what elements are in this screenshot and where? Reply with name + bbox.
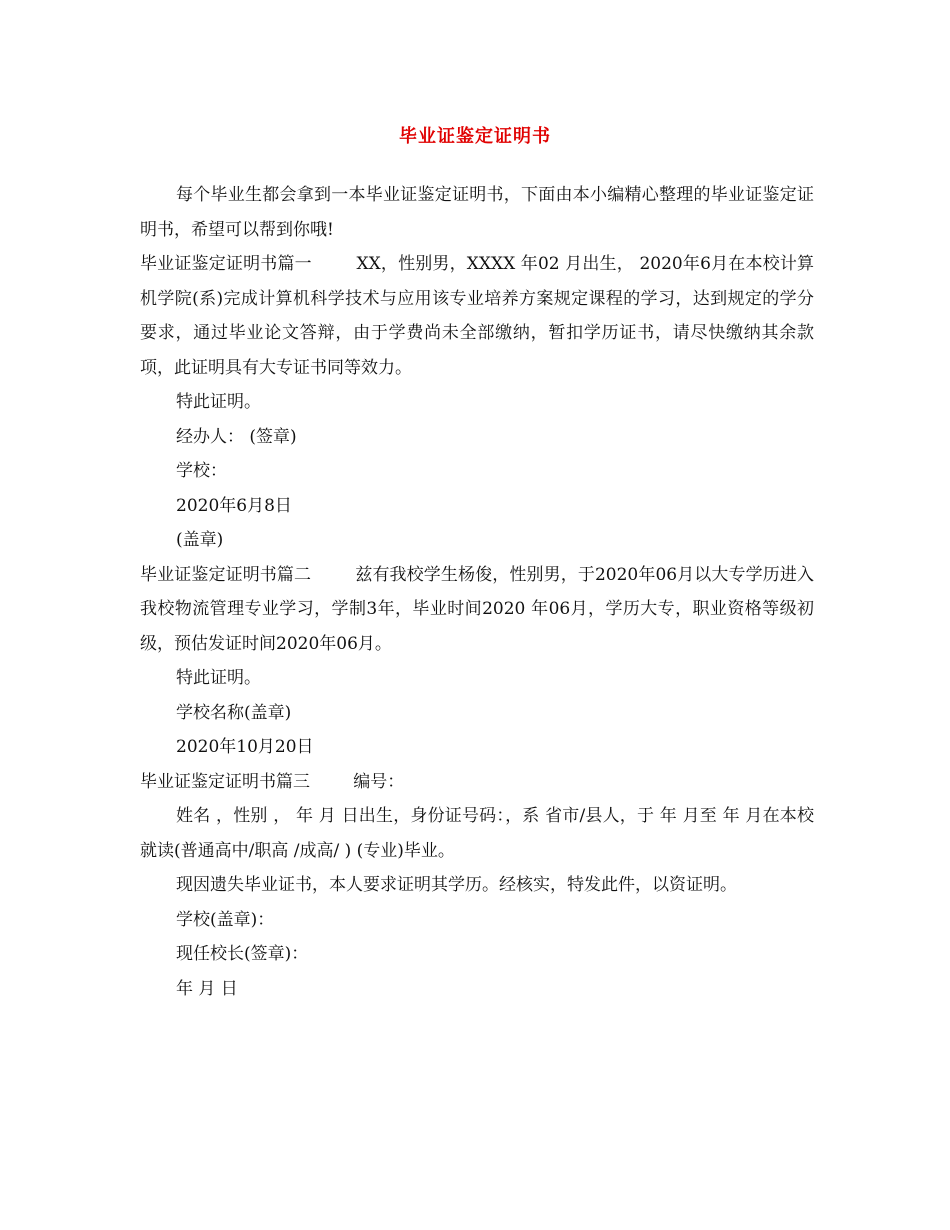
section-three-header	[140, 765, 814, 800]
section-one-seal: (盖章)	[176, 530, 224, 550]
section-three-date: 年 月 日	[176, 978, 238, 999]
section-three-heading: 毕业证鉴定证明书篇三	[140, 771, 310, 792]
section-two-school-seal: 学校名称(盖章)	[176, 702, 292, 723]
section-one-heading: 毕业证鉴定证明书篇一	[140, 254, 312, 274]
intro-paragraph: 每个毕业生都会拿到一本毕业证鉴定证明书，下面由本小编精心整理的毕业证鉴定证明书，希望可以帮到你哦!	[140, 185, 814, 240]
section-three-body: 姓名 ，性别 ， 年 月 日出生，身份证号码：，系 省市/县人，于 年 月至 年 月在本校就读(普通高中/职高 /成高/ ) (专业)毕业。	[140, 806, 814, 861]
section-one-school: 学校：	[176, 461, 227, 481]
section-one-proof: 特此证明。	[176, 392, 261, 412]
section-two-body: 兹有我校学生杨俊，性别男，于2020年06月以大专学历进入我校物流管理专业学习，学制3年，毕业时间2020 年06月，学历大专，职业资格等级初级，预估发证时间2020年06月。	[140, 564, 814, 654]
section-two-heading: 毕业证鉴定证明书篇二	[140, 564, 312, 585]
section-three-number: 编号：	[353, 771, 405, 792]
section-three-reason: 现因遗失毕业证书，本人要求证明其学历。经核实，特发此件，以资证明。	[176, 875, 737, 895]
document-body	[140, 178, 814, 1006]
section-one-body: XX，性别男，XXXX 年02 月出生， 2020年6月在本校计算机学院(系)完成计算机科学技术与应用该专业培养方案规定课程的学习，达到规定的学分要求，通过毕业论文答辩，由于学费尚未全部缴纳，暂扣学历证书，请尽快缴纳其余款项，此证明具有大专证书同等效力。	[140, 254, 815, 378]
document-title: 毕业证鉴定证明书	[399, 126, 551, 147]
section-two-proof: 特此证明。	[176, 668, 261, 688]
section-three-school-seal: 学校(盖章)：	[176, 909, 275, 930]
section-one-paragraph	[140, 247, 814, 385]
section-one-handler: 经办人： (签章)	[176, 426, 297, 447]
section-two-date: 2020年10月20日	[176, 737, 314, 757]
section-two-paragraph	[140, 558, 814, 662]
section-one-date: 2020年6月8日	[176, 495, 292, 516]
section-three-principal: 现任校长(签章)：	[176, 944, 309, 964]
